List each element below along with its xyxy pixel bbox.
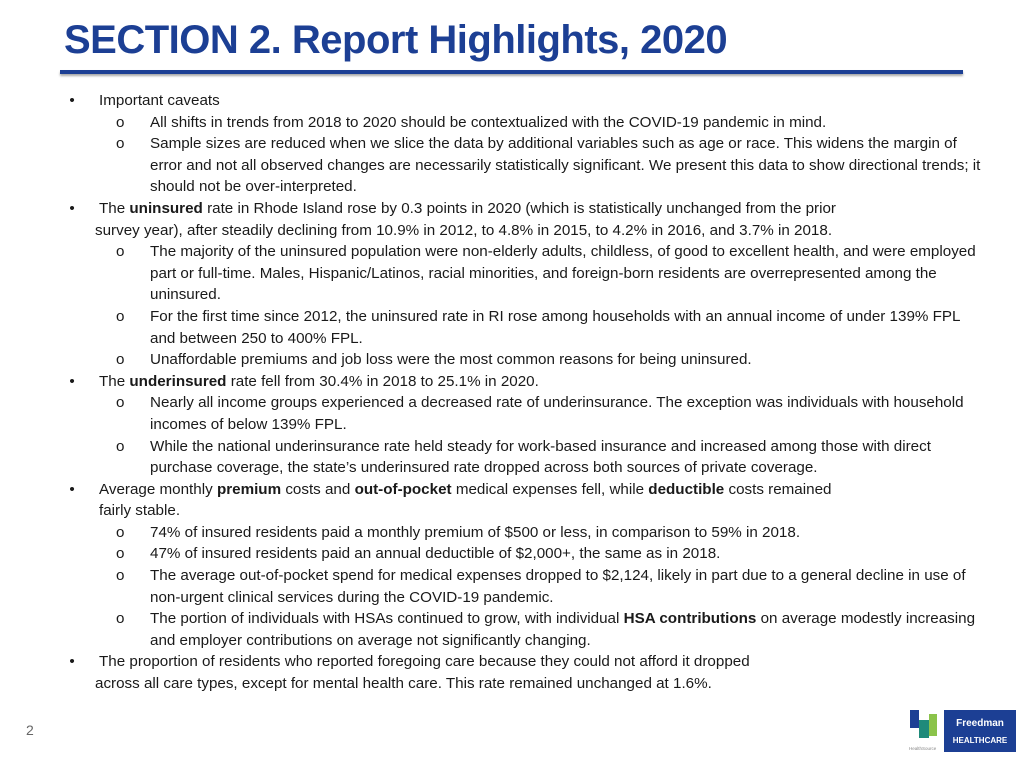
foregoing-line1: The proportion of residents who reported foregoing care because they could not afford it dropped [99, 653, 750, 671]
sub-bullet-uninsured-reasons [0, 349, 1024, 371]
caveat-text: All shifts in trends from 2018 to 2020 should be contextualized with the COVID-19 pandemic in mind. [150, 113, 827, 131]
hsa-bold: HSA contributions [623, 610, 757, 628]
bullet-marker: • [69, 199, 75, 217]
costs-item-text: 74% of insured residents paid a monthly premium of $500 or less, in comparison to 59% in 2018. [150, 523, 801, 541]
foregoing-line2: across all care types, except for mental health care. This rate remained unchanged at 1.6%. [95, 675, 712, 693]
uninsured-bold: uninsured [129, 199, 203, 217]
logo-line2: HEALTHCARE [952, 736, 1008, 745]
costs-text: Average monthly [99, 480, 213, 498]
logo-line1: Freedman [956, 718, 1004, 729]
underinsured-pre: The [99, 372, 126, 390]
costs-text: costs and [285, 480, 351, 498]
sub-bullet-underinsured-income [0, 392, 1024, 435]
freedman-logo [908, 708, 1018, 756]
sub-bullet-caveat-sample [0, 133, 1024, 198]
caveat-text: Sample sizes are reduced when we slice the data by additional variables such as age or race. This widens the margin of error and not all observed changes are necessarily statistically significant. We present this data to show directional trends; it should not be over-interpreted. [150, 135, 981, 196]
underinsured-item-text: Nearly all income groups experienced a decreased rate of underinsurance. The exception was individuals with household incomes of below 139% FPL. [150, 394, 964, 433]
sub-bullet-out-of-pocket [0, 565, 1024, 608]
highlights-list [0, 90, 1024, 695]
hsa-pre: The portion of individuals with HSAs continued to grow, with individual [150, 610, 620, 628]
uninsured-item-text: The majority of the uninsured population were non-elderly adults, childless, of good to excellent health, and were employed part or full-time. Males, Hispanic/Latinos, racial minorities, and foreign-born residents are overrepresented among the uninsured. [150, 243, 976, 304]
sub-bullet-marker: o [116, 243, 125, 261]
logo-small-text: HealthSource [909, 746, 937, 751]
bullet-marker: • [69, 480, 75, 498]
hsa-post: on average modestly increasing and employer contributions on average not significantly changing. [150, 610, 976, 649]
sub-bullet-hsa [0, 608, 1024, 651]
uninsured-post: rate in Rhode Island rose by 0.3 points in 2020 (which is statistically unchanged from the prior [207, 199, 836, 217]
bullet-marker: • [69, 653, 75, 671]
costs-deductible: deductible [648, 480, 725, 498]
uninsured-continuation: survey year), after steadily declining from 10.9% in 2012, to 4.8% in 2015, to 4.2% in 2016, and 3.7% in 2018. [95, 221, 833, 239]
sub-bullet-marker: o [116, 135, 125, 153]
underinsured-bold: underinsured [129, 372, 227, 390]
logo-block-navy [910, 710, 919, 728]
bullet-costs [0, 479, 1024, 501]
caveats-label: Important caveats [99, 92, 220, 109]
title-underline [60, 70, 963, 74]
uninsured-item-text: Unaffordable premiums and job loss were the most common reasons for being uninsured. [150, 351, 752, 369]
costs-premium: premium [216, 480, 282, 498]
sub-bullet-marker: o [116, 394, 125, 412]
costs-out-of-pocket: out-of-pocket [354, 480, 452, 498]
sub-bullet-marker: o [116, 610, 125, 628]
logo-block-teal [919, 720, 929, 738]
costs-item-text: The average out-of-pocket spend for medical expenses dropped to $2,124, likely in part due to a general decline in use of non-urgent clinical services during the COVID-19 pandemic. [150, 567, 966, 606]
costs-text: medical expenses fell, while [455, 480, 645, 498]
sub-bullet-underinsured-national [0, 436, 1024, 479]
bullet-caveats [0, 90, 1024, 112]
sub-bullet-marker: o [116, 437, 125, 455]
sub-bullet-marker: o [116, 351, 125, 369]
logo-block-green [929, 714, 937, 736]
underinsured-post: rate fell from 30.4% in 2018 to 25.1% in 2020. [230, 372, 539, 390]
sub-bullet-marker: o [116, 113, 125, 131]
bullet-underinsured [0, 371, 1024, 393]
costs-text: costs remained [728, 480, 832, 498]
page-number: 2 [26, 722, 34, 738]
logo-badge [944, 710, 1016, 752]
bullet-marker: • [69, 92, 75, 109]
costs-continuation: fairly stable. [99, 502, 181, 520]
sub-bullet-premium [0, 522, 1024, 544]
sub-bullet-marker: o [116, 307, 125, 325]
sub-bullet-marker: o [116, 545, 125, 563]
sub-bullet-marker: o [116, 523, 125, 541]
underinsured-item-text: While the national underinsurance rate held steady for work-based insurance and increased among those with direct purchase coverage, the state’s underinsured rate dropped across both sources of private coverage. [150, 437, 931, 477]
sub-bullet-uninsured-income [0, 306, 1024, 349]
sub-bullet-caveat-covid [0, 112, 1024, 134]
sub-bullet-marker: o [116, 567, 125, 585]
uninsured-item-text: For the first time since 2012, the uninsured rate in RI rose among households with an annual income of under 139% FPL and between 250 to 400% FPL. [150, 307, 960, 347]
costs-item-text: 47% of insured residents paid an annual deductible of $2,000+, the same as in 2018. [150, 545, 721, 563]
bullet-marker: • [69, 372, 75, 390]
uninsured-pre: The [99, 199, 126, 217]
bullet-foregoing-care [0, 651, 1024, 673]
page-title: SECTION 2. Report Highlights, 2020 [64, 18, 728, 62]
sub-bullet-uninsured-demographics [0, 241, 1024, 306]
sub-bullet-deductible [0, 543, 1024, 565]
bullet-uninsured [0, 198, 1024, 220]
